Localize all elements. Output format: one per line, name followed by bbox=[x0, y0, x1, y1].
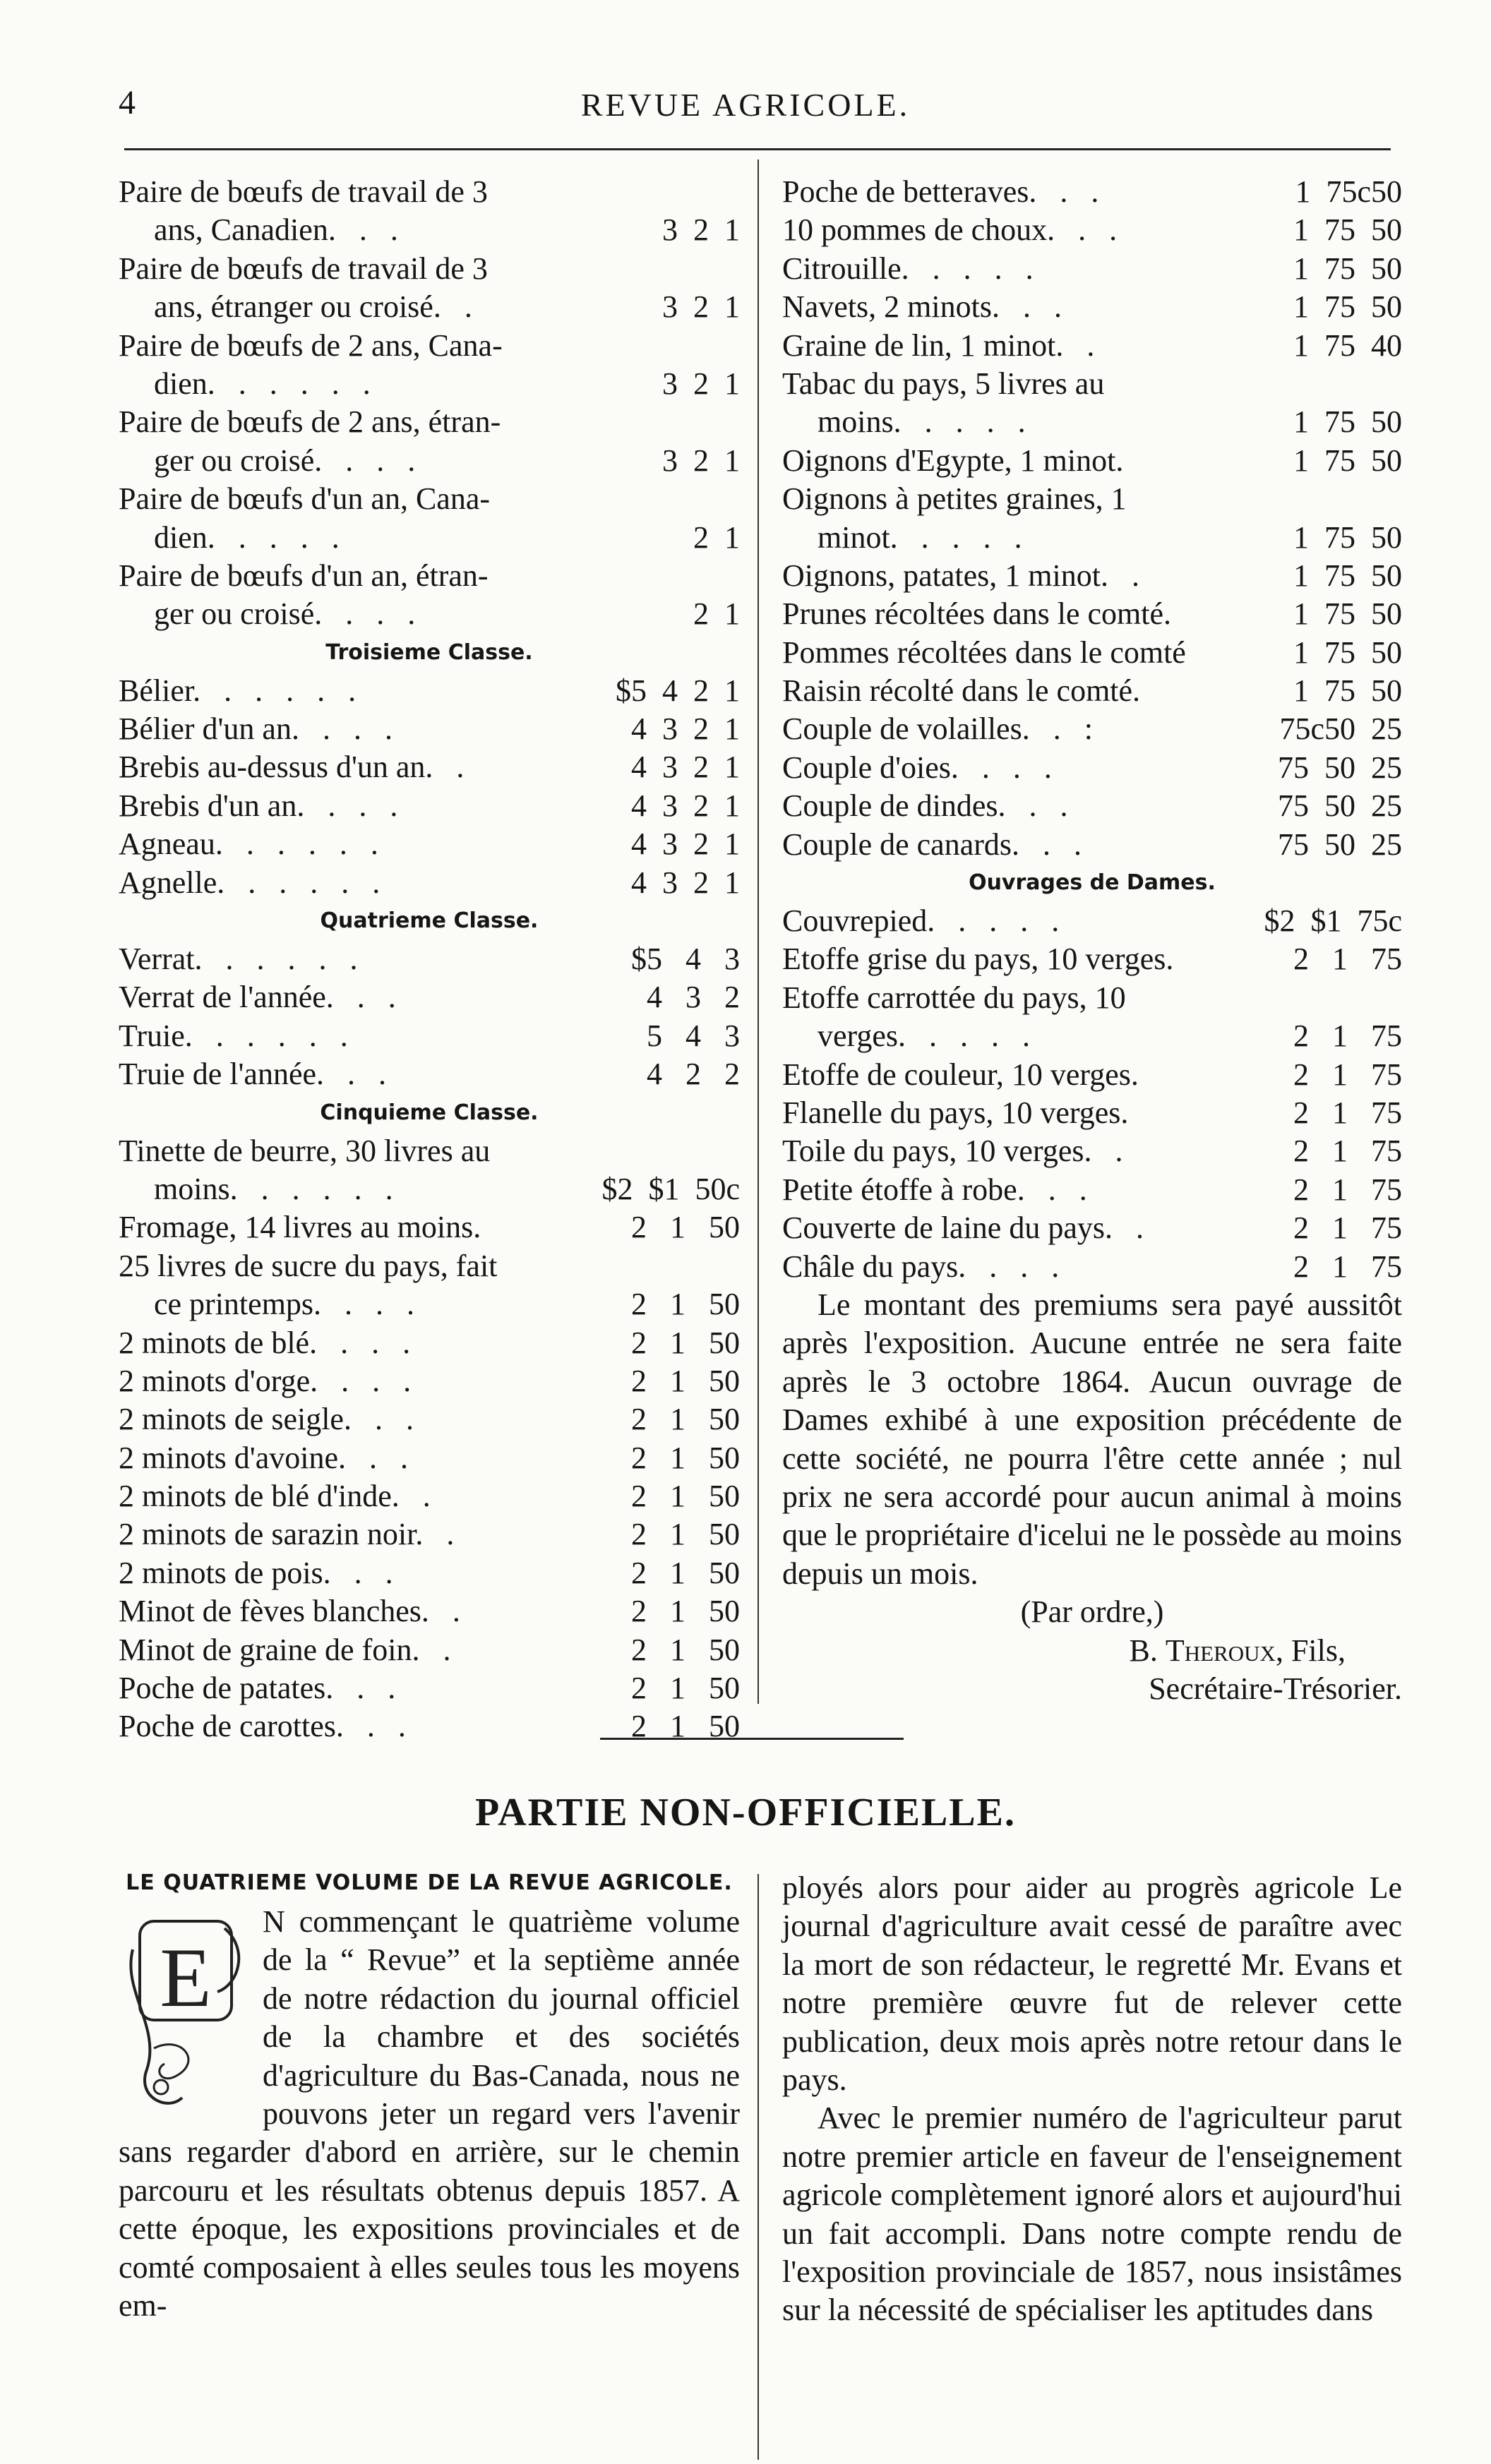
article-title: LE QUATRIEME VOLUME DE LA REVUE AGRICOLE. bbox=[126, 1870, 733, 1895]
prize-description: Bélier d'un an. . . . bbox=[119, 711, 393, 747]
prize-row bbox=[782, 327, 1402, 365]
prize-row bbox=[782, 634, 1402, 672]
ornate-dropcap-icon bbox=[119, 1907, 253, 2119]
prize-row bbox=[782, 1094, 1402, 1132]
prize-amounts: 2 1 75 bbox=[1293, 942, 1402, 977]
prize-row bbox=[782, 1171, 1402, 1209]
prize-row bbox=[119, 1247, 740, 1285]
prize-amounts: 4 3 2 1 bbox=[631, 827, 740, 862]
header-rule bbox=[124, 148, 1391, 150]
prize-row bbox=[119, 787, 740, 825]
prize-row bbox=[782, 710, 1402, 748]
prize-description: Brebis d'un an. . . . bbox=[119, 788, 398, 823]
signature-suffix: , Fils, bbox=[1275, 1633, 1346, 1668]
prize-description: Truie. . . . . . bbox=[119, 1018, 348, 1053]
class-subheading: Cinquieme Classe. bbox=[320, 1100, 539, 1125]
prize-amounts: 75 50 25 bbox=[1278, 750, 1402, 785]
prize-description: Agneau. . . . . . bbox=[119, 827, 378, 862]
prize-amounts: 2 1 50 bbox=[631, 1671, 740, 1706]
prize-list-right-wrap bbox=[782, 173, 1402, 1708]
prize-row bbox=[782, 979, 1402, 1017]
prize-row bbox=[119, 442, 740, 480]
prize-amounts: 1 75 50 bbox=[1293, 212, 1402, 248]
prize-row bbox=[119, 825, 740, 863]
prize-description: Agnelle. . . . . . bbox=[119, 865, 381, 900]
prize-description: Couple d'oies. . . . bbox=[782, 750, 1052, 785]
prize-row bbox=[782, 442, 1402, 480]
prize-row bbox=[782, 250, 1402, 288]
prize-amounts: 2 1 50 bbox=[631, 1517, 740, 1552]
prize-row bbox=[119, 978, 740, 1016]
prize-row bbox=[782, 557, 1402, 595]
prize-description: moins. . . . . bbox=[818, 404, 1026, 440]
prize-description: 2 minots de blé. . . . bbox=[119, 1325, 411, 1360]
prize-description: verges. . . . . bbox=[818, 1018, 1031, 1054]
prize-description: Bélier. . . . . . bbox=[119, 673, 357, 708]
prize-amounts: 1 75 50 bbox=[1293, 251, 1402, 286]
prize-amounts: $2 $1 75c bbox=[1264, 903, 1402, 939]
prize-description: Couple de volailles. . : bbox=[782, 711, 1093, 747]
prize-amounts: 2 1 50 bbox=[631, 1632, 740, 1667]
prize-description: Châle du pays. . . . bbox=[782, 1249, 1060, 1284]
prize-row bbox=[782, 365, 1402, 403]
prize-row bbox=[119, 710, 740, 748]
prize-amounts: 4 2 2 bbox=[647, 1057, 740, 1092]
prize-description: dien. . . . . . bbox=[154, 366, 371, 401]
prize-amounts: 2 1 50 bbox=[631, 1210, 740, 1245]
prize-description: 2 minots d'orge. . . . bbox=[119, 1363, 412, 1398]
prize-row bbox=[782, 940, 1402, 978]
prize-amounts: 2 1 75 bbox=[1293, 1172, 1402, 1207]
article-right-text-1: ployés alors pour aider au progrès agricole Le journal d'agriculture avait cessé de paraître avec la mort de son rédacteur, le regretté Mr. Evans et notre première œuvre fut de relever cette publication, deux mois après notre retour dans le pays. bbox=[782, 1870, 1402, 2098]
prize-description: 10 pommes de choux. . . bbox=[782, 212, 1118, 248]
prize-amounts: 2 1 50 bbox=[631, 1594, 740, 1629]
section-title: PARTIE NON-OFFICIELLE. bbox=[475, 1791, 1016, 1834]
prize-amounts: $2 $1 50c bbox=[601, 1171, 740, 1206]
prize-amounts: 2 1 75 bbox=[1293, 1134, 1402, 1169]
prize-amounts: 1 75 50 bbox=[1293, 673, 1402, 709]
signature-name bbox=[782, 1632, 1402, 1670]
prize-description: ger ou croisé. . . . bbox=[154, 443, 416, 478]
prize-row bbox=[782, 480, 1402, 518]
prize-amounts: 75 50 25 bbox=[1278, 827, 1402, 862]
article-left-text: N commençant le quatrième volume de la “ Revue” et la septième année de notre rédaction du journal officiel de la chambre et des sociétés d'agriculture du Bas-Canada, nous ne pouvons jeter un regard vers l'avenir sans regarder d'abord en arrière, sur le chemin parcouru et les résultats obtenus depuis 1857. A cette époque, les expositions provinciales et de comté composaient à elles seules tous les moyens em- bbox=[119, 1904, 740, 2324]
class-subheading: Quatrieme Classe. bbox=[320, 908, 539, 934]
prize-description: Oignons d'Egypte, 1 minot. bbox=[782, 443, 1124, 478]
prize-description: Citrouille. . . . . bbox=[782, 251, 1034, 286]
prize-row bbox=[119, 1707, 740, 1745]
prize-row bbox=[119, 1400, 740, 1438]
prize-amounts: 1 75 50 bbox=[1293, 635, 1402, 670]
prize-description: Oignons à petites graines, 1 bbox=[782, 481, 1127, 517]
prize-description: Etoffe carrottée du pays, 10 bbox=[782, 980, 1126, 1015]
prize-amounts: 2 1 bbox=[693, 519, 740, 555]
prize-list-right bbox=[782, 173, 1402, 1286]
prize-description: Pommes récoltées dans le comté bbox=[782, 635, 1186, 670]
prize-list-left bbox=[119, 173, 740, 1746]
prize-description: Graine de lin, 1 minot. . bbox=[782, 327, 1095, 363]
prize-amounts: 5 4 3 bbox=[647, 1018, 740, 1053]
article-right-text-2: Avec le premier numéro de l'agriculteur parut notre premier article en faveur de l'enseignement agricole complètement ignoré alors et aujourd'hui un fait accompli. Dans notre compte rendu de l'exposition provinciale de 1857, nous insistâmes sur la nécessité de spécialiser les aptitudes dans bbox=[782, 2101, 1402, 2328]
prize-amounts: 1 75 50 bbox=[1293, 443, 1402, 478]
prize-row bbox=[119, 173, 740, 211]
prize-row bbox=[119, 748, 740, 786]
prize-amounts: 4 3 2 1 bbox=[631, 788, 740, 823]
prize-row bbox=[119, 940, 740, 978]
prize-amounts: 1 75 40 bbox=[1293, 327, 1402, 363]
prize-description: Raisin récolté dans le comté. bbox=[782, 673, 1141, 709]
prize-description: Petite étoffe à robe. . . bbox=[782, 1172, 1087, 1207]
prize-row bbox=[119, 1631, 740, 1669]
dropcap-letter: E bbox=[160, 1930, 212, 2024]
order-line: (Par ordre,) bbox=[1020, 1594, 1164, 1630]
prize-amounts: 2 1 75 bbox=[1293, 1210, 1402, 1246]
prize-description: Navets, 2 minots. . . bbox=[782, 289, 1062, 325]
prize-amounts: 2 1 50 bbox=[631, 1325, 740, 1360]
prize-description: Paire de bœufs d'un an, Cana- bbox=[119, 481, 491, 517]
prize-row bbox=[119, 1055, 740, 1093]
prize-row bbox=[782, 403, 1402, 441]
prize-amounts: 4 3 2 1 bbox=[631, 750, 740, 785]
prize-row bbox=[119, 1669, 740, 1707]
prize-description: Brebis au-dessus d'un an. . bbox=[119, 750, 465, 785]
prize-row bbox=[119, 1439, 740, 1477]
prize-row bbox=[782, 672, 1402, 710]
prize-amounts: 2 1 50 bbox=[631, 1287, 740, 1322]
prize-amounts: 4 3 2 1 bbox=[631, 865, 740, 900]
prize-amounts: 2 1 50 bbox=[631, 1363, 740, 1398]
prize-amounts: 75 50 25 bbox=[1278, 788, 1402, 824]
prize-description: Etoffe grise du pays, 10 verges. bbox=[782, 942, 1174, 977]
prize-row bbox=[119, 1132, 740, 1170]
prize-amounts: $5 4 2 1 bbox=[616, 673, 740, 708]
prize-row bbox=[119, 1017, 740, 1055]
prize-description: ce printemps. . . . bbox=[154, 1287, 415, 1322]
prize-row bbox=[782, 595, 1402, 633]
prize-row bbox=[119, 1477, 740, 1515]
prize-description: 25 livres de sucre du pays, fait bbox=[119, 1248, 498, 1283]
prize-description: Poche de betteraves. . . bbox=[782, 174, 1099, 209]
signature-initial: B. bbox=[1129, 1633, 1166, 1668]
prize-description: Couvrepied. . . . . bbox=[782, 903, 1060, 939]
prize-amounts: 2 1 75 bbox=[1293, 1249, 1402, 1284]
prize-amounts: 4 3 2 bbox=[647, 980, 740, 1015]
prize-row bbox=[119, 211, 740, 249]
prize-row bbox=[119, 557, 740, 595]
prize-amounts: 1 75 50 bbox=[1293, 404, 1402, 440]
prize-row bbox=[782, 902, 1402, 940]
prize-description: ger ou croisé. . . . bbox=[154, 596, 416, 632]
prize-description: Paire de bœufs d'un an, étran- bbox=[119, 558, 489, 593]
prize-amounts: 2 1 50 bbox=[631, 1555, 740, 1590]
prize-amounts: $5 4 3 bbox=[631, 942, 740, 977]
prize-description: Couple de dindes. . . bbox=[782, 788, 1068, 824]
prize-description: 2 minots de pois. . . bbox=[119, 1555, 393, 1590]
prize-amounts: 2 1 75 bbox=[1293, 1095, 1402, 1130]
prize-row bbox=[119, 1592, 740, 1630]
prize-description: moins. . . . . . bbox=[154, 1171, 393, 1206]
prize-row bbox=[119, 1362, 740, 1400]
prize-amounts: 1 75 50 bbox=[1293, 289, 1402, 325]
article-left-column bbox=[119, 1869, 740, 2325]
prize-row bbox=[119, 519, 740, 557]
prize-description: ans, Canadien. . . bbox=[154, 212, 398, 248]
prize-row bbox=[782, 211, 1402, 249]
running-title: REVUE AGRICOLE. bbox=[580, 87, 911, 123]
prize-row bbox=[119, 250, 740, 288]
prize-row bbox=[119, 327, 740, 365]
column-divider bbox=[758, 160, 759, 1704]
prize-row bbox=[119, 288, 740, 326]
prize-row bbox=[119, 595, 740, 633]
prize-amounts: 2 1 bbox=[693, 596, 740, 632]
prize-row bbox=[119, 1516, 740, 1554]
prize-description: Paire de bœufs de travail de 3 bbox=[119, 174, 488, 209]
prize-row bbox=[782, 1248, 1402, 1286]
class-subheading: Ouvrages de Dames. bbox=[969, 870, 1216, 896]
prize-amounts: 1 75 50 bbox=[1293, 596, 1402, 632]
prize-description: Paire de bœufs de 2 ans, Cana- bbox=[119, 327, 503, 363]
prize-description: Couple de canards. . . bbox=[782, 827, 1082, 862]
prize-row bbox=[782, 1132, 1402, 1170]
prize-description: Flanelle du pays, 10 verges. bbox=[782, 1095, 1129, 1130]
prize-row bbox=[119, 1208, 740, 1246]
prize-description: Verrat. . . . . . bbox=[119, 942, 358, 977]
prize-row bbox=[782, 288, 1402, 326]
prize-description: Etoffe de couleur, 10 verges. bbox=[782, 1057, 1139, 1092]
prize-amounts: 2 1 50 bbox=[631, 1479, 740, 1514]
prize-row bbox=[119, 1285, 740, 1323]
prize-row bbox=[782, 1209, 1402, 1247]
prize-description: Poche de carottes. . . bbox=[119, 1709, 406, 1744]
prize-description: Verrat de l'année. . . bbox=[119, 980, 396, 1015]
prize-row bbox=[782, 1056, 1402, 1094]
prize-row bbox=[782, 749, 1402, 787]
prize-row bbox=[119, 672, 740, 710]
section-rule bbox=[600, 1738, 904, 1740]
prize-amounts: 75c50 25 bbox=[1279, 711, 1402, 747]
prize-amounts: 2 1 50 bbox=[631, 1709, 740, 1744]
signature-surname: Theroux bbox=[1165, 1633, 1276, 1668]
prize-amounts: 2 1 50 bbox=[631, 1402, 740, 1437]
prize-description: 2 minots d'avoine. . . bbox=[119, 1440, 409, 1475]
prize-row bbox=[119, 403, 740, 441]
prize-amounts: 1 75 50 bbox=[1293, 558, 1402, 593]
prize-row bbox=[782, 173, 1402, 211]
prize-description: ans, étranger ou croisé. . bbox=[154, 289, 472, 325]
prize-amounts: 3 2 1 bbox=[662, 443, 740, 478]
prize-description: Prunes récoltées dans le comté. bbox=[782, 596, 1172, 632]
prize-description: Fromage, 14 livres au moins. bbox=[119, 1210, 481, 1245]
prize-row bbox=[119, 365, 740, 403]
prize-row bbox=[782, 826, 1402, 864]
page-number: 4 bbox=[119, 84, 136, 121]
prize-amounts: 4 3 2 1 bbox=[631, 711, 740, 747]
prize-description: minot. . . . . bbox=[818, 519, 1022, 555]
prize-row bbox=[119, 480, 740, 518]
prize-description: 2 minots de blé d'inde. . bbox=[119, 1479, 431, 1514]
prize-description: Toile du pays, 10 verges. . bbox=[782, 1134, 1123, 1169]
prize-description: Poche de patates. . . bbox=[119, 1671, 396, 1706]
prize-row bbox=[119, 1170, 740, 1208]
prize-row bbox=[782, 787, 1402, 825]
prize-row bbox=[119, 1554, 740, 1592]
prize-amounts: 2 1 50 bbox=[631, 1440, 740, 1475]
prize-description: dien. . . . . bbox=[154, 519, 340, 555]
prize-row bbox=[119, 1324, 740, 1362]
column-divider-lower bbox=[758, 1874, 759, 2460]
prize-amounts: 3 2 1 bbox=[662, 289, 740, 325]
prize-amounts: 3 2 1 bbox=[662, 212, 740, 248]
prize-description: 2 minots de seigle. . . bbox=[119, 1402, 414, 1437]
article-right-column bbox=[782, 1869, 1402, 2330]
prize-row bbox=[782, 1017, 1402, 1055]
prize-description: Tinette de beurre, 30 livres au bbox=[119, 1133, 491, 1168]
prize-description: Minot de fèves blanches. . bbox=[119, 1594, 460, 1629]
prize-amounts: 1 75 50 bbox=[1293, 519, 1402, 555]
signature-role: Secrétaire-Trésorier. bbox=[1149, 1671, 1402, 1706]
prize-description: Paire de bœufs de travail de 3 bbox=[119, 251, 488, 286]
prize-row bbox=[782, 519, 1402, 557]
prize-description: Truie de l'année. . . bbox=[119, 1057, 387, 1092]
prize-amounts: 2 1 75 bbox=[1293, 1018, 1402, 1054]
prize-description: Tabac du pays, 5 livres au bbox=[782, 366, 1105, 401]
prize-description: Couverte de laine du pays. . bbox=[782, 1210, 1144, 1246]
prize-amounts: 1 75c50 bbox=[1295, 174, 1402, 209]
prize-description: Paire de bœufs de 2 ans, étran- bbox=[119, 404, 501, 440]
notice-paragraph: Le montant des premiums sera payé aussitôt après l'exposition. Aucune entrée ne sera faite après le 3 octobre 1864. Aucun ouvrage de Dames exhibé à une exposition précédente de cette société, ne pourra l'être cette année ; nul prix ne sera accordé pour aucun animal à moins que le propriétaire d'icelui ne le possède au moins depuis un mois. bbox=[782, 1287, 1402, 1591]
prize-description: Oignons, patates, 1 minot. . bbox=[782, 558, 1139, 593]
prize-description: Minot de graine de foin. . bbox=[119, 1632, 451, 1667]
prize-amounts: 2 1 75 bbox=[1293, 1057, 1402, 1092]
prize-description: 2 minots de sarazin noir. . bbox=[119, 1517, 455, 1552]
prize-row bbox=[119, 864, 740, 902]
prize-amounts: 3 2 1 bbox=[662, 366, 740, 401]
class-subheading: Troisieme Classe. bbox=[325, 639, 533, 665]
